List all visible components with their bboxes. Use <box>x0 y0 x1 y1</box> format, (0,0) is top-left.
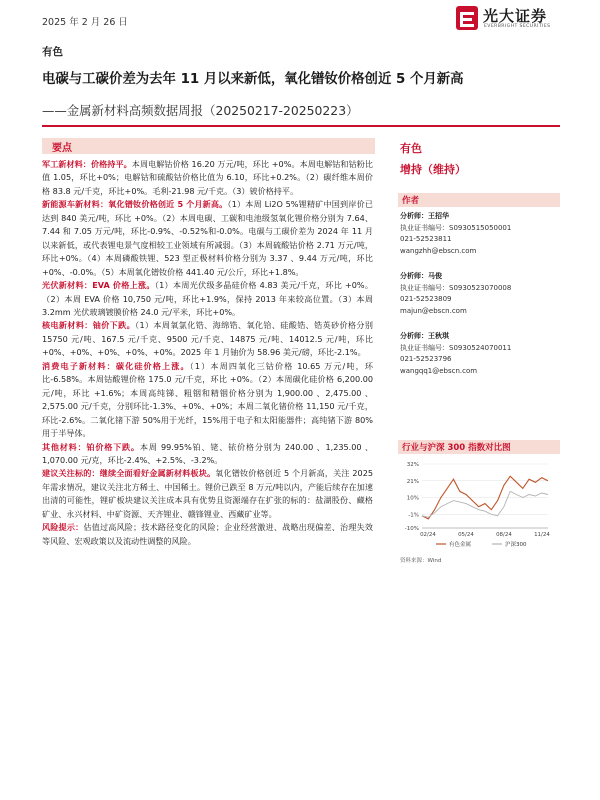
paragraph-text: （1）本周 Li2O 5%锂精矿中国到岸价已达到 840 美元/吨，环比 +0%。（2）本周电碳、工碳和电池级氢氧化锂价格分别为 7.64、7.44 和 7.05 万元/吨，环比-0.9%、-0.52%和-0.0%。电碳与工碳价差为 2024 年 11 月以来新低，或代表锂电景气度相较工业领域有所减弱。（3）本周硫酸钴价格 2.71 万元/吨，环比+0%。（4）本周磷酸铁锂、523 型正极材料价格分别为 3.37 、9.44 万元/吨，环比+0%、-0.0%。（5）本周氧化镨钕价格 441.40 元/公斤，环比+1.8%。 <box>42 199 373 277</box>
paragraph-electronics <box>42 360 373 441</box>
everbright-logo-icon <box>456 6 478 30</box>
paragraph-pv <box>42 279 373 319</box>
analyst-phone: 021-52523811 <box>400 235 452 244</box>
logo-english: EVERBRIGHT SECURITIES <box>484 24 551 29</box>
analyst-cert: 执业证书编号：S0930524070011 <box>400 343 512 352</box>
authors-label: 作者 <box>402 196 420 206</box>
key-points-label: 要点 <box>52 143 72 154</box>
analyst-cert: 执业证书编号：S0930523070008 <box>400 283 512 292</box>
x-tick-label: 08/24 <box>496 532 512 538</box>
analyst-name: 分析师：王秋琪 <box>400 332 449 340</box>
chart-header <box>398 440 560 454</box>
sidebar-sector: 有色 <box>400 142 422 155</box>
paragraph-text: （1）本周四氧化三钴价格 10.65 万元/吨，环比-6.58%。本周钴酸锂价格 175.0 元/千克，环比 +0%。（2）本周碳化硅价格 6,200.00 元/吨，环比 +1.6%；本周高纯锑、粗铟和精铟价格分别为 1,900.00 、2,475.00 、2,575.00 元/千克，分别环比-1.3%、+0%、+0%；本周二氧化锗价格 11,150 元/千克，环比-2.6%。二氧化锗下游 50%用于光纤，15%用于电子和太阳能器件；高纯锗下游 80%用于半导体。 <box>42 360 373 439</box>
paragraph-lead: 核电新材料：铀价下跌。 <box>42 320 136 331</box>
analyst-phone: 021-52523796 <box>400 355 452 364</box>
y-tick-label: -1% <box>408 512 419 519</box>
x-tick-label: 11/24 <box>534 532 550 538</box>
paragraph-lead: 风险提示： <box>42 522 84 533</box>
report-title: 电碳与工碳价差为去年 11 月以来新低，氧化镨钕价格创近 5 个月新高 <box>42 72 464 87</box>
key-points-header <box>42 138 375 154</box>
paragraph-text: 本周 99.95%铂、铑、铱价格分别为 240.00 、1,235.00 、1,070.00 元/克，环比-2.4%、+2.5%、-3.2%。 <box>42 441 373 465</box>
paragraph-lead: 消费电子新材料：碳化硅价格上涨。 <box>42 360 190 371</box>
paragraph-military <box>42 158 373 198</box>
analyst-phone: 021-52523809 <box>400 295 452 304</box>
y-tick-label: 32% <box>406 462 419 468</box>
paragraph-other <box>42 441 373 468</box>
analyst-email[interactable]: majun@ebscn.com <box>400 306 467 315</box>
legend-label: 沪深300 <box>505 542 527 548</box>
paragraph-text: 氧化镨钕价格创近 5 个月新高，关注 2025 年需求情况，建议关注北方稀土、中国稀土。锂价已跌至 8 万元/吨以内，产能后续存在加速出清的可能性，锂矿板块建议关注成本具有优势且资源端存在扩张的标的：盐湖股份、藏格矿业、永兴材料、中矿资源、天齐锂业、赣锋锂业、西藏矿业等。 <box>42 468 373 519</box>
analyst-cert: 执业证书编号：S0930515050001 <box>400 223 512 232</box>
title-divider <box>42 125 560 127</box>
report-subtitle: ——金属新材料高频数据周报（20250217-20250223） <box>42 103 359 118</box>
paragraph-lead: 其他材料：铂价格下跌。 <box>42 441 140 452</box>
paragraph-text: 本周电解钴价格 16.20 万元/吨，环比 +0%。本周电解钴和钴粉比值 1.05，环比+0%；电解钴和硫酸钴价格比值为 6.10，环比+0.2%。（2）碳纤维本周价格 83.8 元/千克，环比+0%。毛利-21.98 元/千克。（3）铍价格持平。 <box>42 159 373 196</box>
report-date: 2025 年 2 月 26 日 <box>42 17 128 28</box>
paragraph-ev <box>42 198 373 279</box>
paragraph-text: （1）本周氧氯化锆、海绵锆、氧化铪、硅酸锆、锆英砂价格分别 15750 元/吨、167.5 元/千克、9500 元/千克、14875 元/吨、14012.5 元/吨，环比+0%、+0%、+0%、+0%、+0%。2025 年 1 月铀价为 58.96 美元/磅，环比-2.1%。 <box>42 320 373 358</box>
analyst-card <box>400 211 511 257</box>
analyst-card <box>400 271 511 317</box>
analyst-email[interactable]: wangzhh@ebscn.com <box>400 246 477 255</box>
paragraph-lead: 建议关注标的：继续全面看好金属新材料板块。 <box>42 468 216 479</box>
paragraph-lead: 新能源车新材料：氧化镨钕价格创近 5 个月新高。 <box>42 199 228 210</box>
performance-chart <box>398 458 560 554</box>
x-tick-label: 05/24 <box>458 532 474 538</box>
paragraph-lead: 军工新材料：价格持平。 <box>42 159 132 169</box>
paragraph-risk <box>42 521 373 548</box>
analyst-name: 分析师：王招华 <box>400 212 449 220</box>
paragraph-lead: 光伏新材料：EVA 价格上涨。 <box>42 280 155 291</box>
analyst-name: 分析师：马俊 <box>400 272 442 280</box>
brand-logo <box>456 4 560 34</box>
y-tick-label: -10% <box>404 526 419 532</box>
legend-label: 有色金属 <box>449 542 472 548</box>
paragraph-text: 估值过高风险；技术路径变化的风险；企业经营激进、战略出现偏差、治理失效等风险、宏观政策以及流动性调整的风险。 <box>42 522 373 546</box>
logo-name: 光大证券 <box>483 7 548 25</box>
key-points-body <box>42 158 373 548</box>
chart-title: 行业与沪深 300 指数对比图 <box>402 443 511 453</box>
x-tick-label: 02/24 <box>420 532 436 538</box>
paragraph-recommendation <box>42 467 373 521</box>
y-tick-label: 10% <box>406 495 419 502</box>
analyst-card <box>400 331 511 377</box>
y-tick-label: 21% <box>406 478 419 485</box>
sector-label: 有色 <box>42 46 63 58</box>
paragraph-text: （1）本周光伏级多晶硅价格 4.83 美元/千克，环比 +0%。（2）本周 EVA 价格 10,750 元/吨，环比+1.9%，保持 2013 年来较高位置。（3）本周 3.2mm 光伏玻璃镀膜价格 24.0 元/平米，环比+0%。 <box>42 280 373 317</box>
chart-source: 资料来源：Wind <box>400 558 442 564</box>
analyst-email[interactable]: wangqq1@ebscn.com <box>400 366 478 375</box>
authors-header <box>398 193 560 207</box>
paragraph-nuclear <box>42 319 373 359</box>
rating-badge: 增持（维持） <box>400 163 466 176</box>
